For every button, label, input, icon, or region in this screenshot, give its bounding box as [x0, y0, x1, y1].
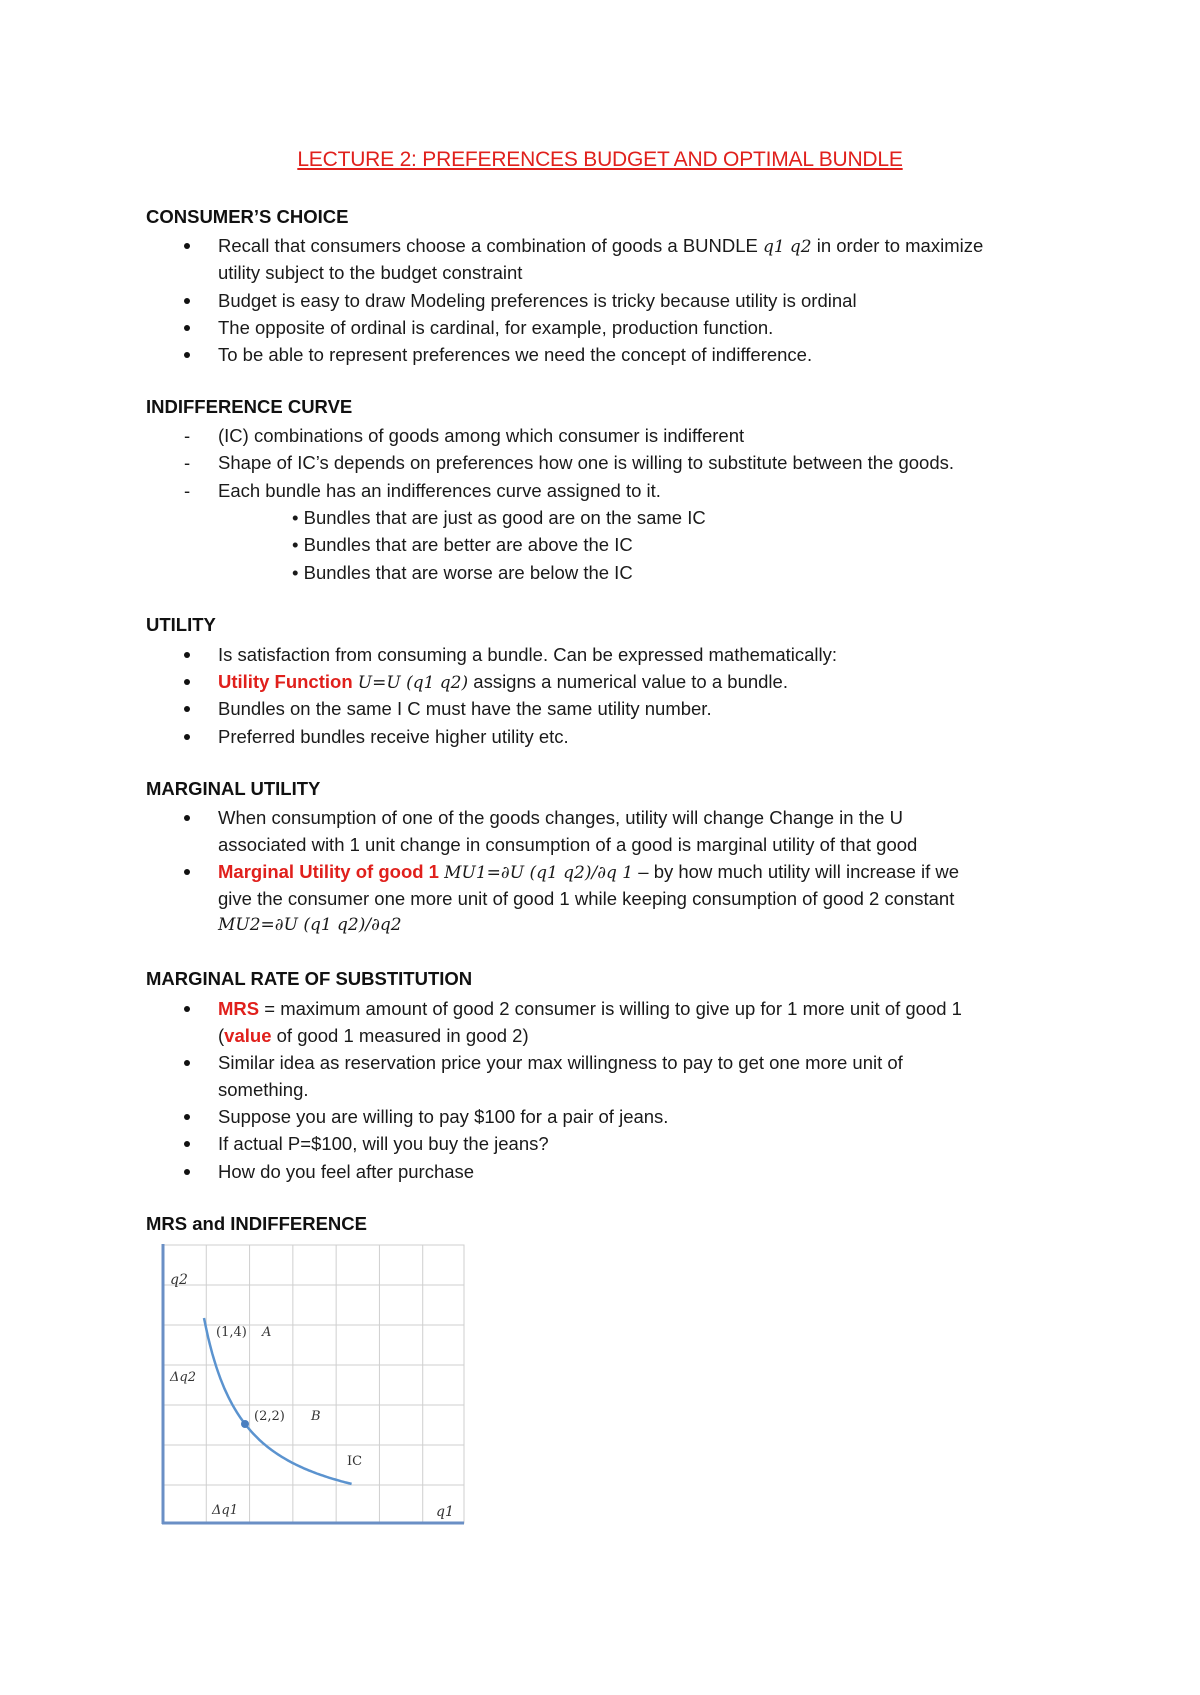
- bullet-icon: [184, 815, 190, 821]
- bullet-icon: [184, 734, 190, 740]
- point-a-coord-label: (1,4): [216, 1325, 247, 1340]
- bullet-icon: [184, 1006, 190, 1012]
- bullet-icon: [184, 243, 190, 249]
- point-b-name-label: B: [311, 1409, 321, 1424]
- bullet-icon: [184, 706, 190, 712]
- sub-list-item: • Bundles that are just as good are on the same IC: [292, 507, 706, 528]
- highlight-term: value: [224, 1025, 272, 1046]
- bullet-icon: [184, 652, 190, 658]
- bullet-icon: [184, 1114, 190, 1120]
- indifference-curve-line: [204, 1318, 352, 1484]
- bullet-icon: [184, 679, 190, 685]
- section-heading-mrs-and-indifference: MRS and INDIFFERENCE: [146, 1213, 367, 1234]
- section-heading-indifference-curve: INDIFFERENCE CURVE: [146, 396, 353, 417]
- bullet-icon: [184, 869, 190, 875]
- y-axis-label: q2: [170, 1272, 188, 1288]
- curve-label: IC: [347, 1454, 363, 1469]
- highlight-term: MRS: [218, 998, 260, 1019]
- chart-grid: [162, 1245, 464, 1524]
- bullet-icon: [184, 325, 190, 331]
- sub-list-item: • Bundles that are worse are below the IC: [292, 562, 633, 583]
- section-heading-mrs: MARGINAL RATE OF SUBSTITUTION: [146, 968, 473, 989]
- delta-q1-label: Δq1: [212, 1503, 238, 1518]
- delta-q2-label: Δq2: [170, 1370, 196, 1385]
- math-expression: 𝑀𝑈2=∂𝑈 (𝑞1 𝑞2)/∂𝑞2: [218, 915, 402, 935]
- bundle-b-point: [241, 1420, 249, 1428]
- bullet-icon: [184, 1060, 190, 1066]
- section-heading-utility: UTILITY: [146, 614, 216, 635]
- math-expression: 𝑈=𝑈 (𝑞1 𝑞2): [357, 673, 469, 693]
- point-a-name-label: A: [262, 1325, 272, 1340]
- highlight-term: Utility Function: [218, 671, 353, 692]
- section-heading-marginal-utility: MARGINAL UTILITY: [146, 778, 321, 799]
- bullet-icon: [184, 1141, 190, 1147]
- bullet-icon: [184, 1169, 190, 1175]
- page-title: LECTURE 2: PREFERENCES BUDGET AND OPTIMAL BUNDLE: [297, 148, 903, 171]
- bullet-icon: [184, 352, 190, 358]
- x-axis-label: q1: [436, 1504, 454, 1520]
- bullet-icon: [184, 298, 190, 304]
- highlight-term: Marginal Utility of good 1: [218, 861, 439, 882]
- document-page: LECTURE 2: PREFERENCES BUDGET AND OPTIMAL BUNDLE CONSUMER’S CHOICE Recall that consumers choose a combination of goods a BUNDLE 𝑞1 𝑞2 in order to maximize utility subject to the budget constraint Budget is easy to draw Modeling preferences is tricky because utility is ordinal The opposite of ordinal is cardinal, for example, production function. To be able to represent preferences we need the concept of indifference. INDIFFERENCE CURVE - (IC) combinations of goods among which consumer is indifferent - Shape of IC’s depends on preferences how one is willing to substitute between the goods. - Each bundle has an indifferences curve assigned to it. • Bundles that are just as good are on the same IC • Bundles that are better are above the IC • Bundles that are worse are below the IC UTILITY Is satisfaction from consuming a bundle. Can be expressed mathematically: Utility Function 𝑈=𝑈 (𝑞1 𝑞2) assigns a numerical value to a bundle. Bundles on the same I C must have the same utility number. Preferred bundles receive higher utility etc. MARGINAL UTILITY When consumption of one of the goods changes, utility will change Change in the U associated with 1 unit change in consumption of a good is marginal utility of that good Marginal Utility of good 1 𝑀𝑈1=∂𝑈 (𝑞1 𝑞2)/∂q 1 – by how much utility will increase if we give the consumer one more unit of good 1 while keeping consumption of good 2 constant 𝑀𝑈2=∂𝑈 (𝑞1 𝑞2)/∂𝑞2 MARGINAL RATE OF SUBSTITUTION MRS = maximum amount of good 2 consumer is willing to give up for 1 more unit of good 1 (value of good 1 measured in good 2) Similar idea as reservation price your max willingness to pay to get one more unit of something. Suppose you are willing to pay $100 for a pair of jeans. If actual P=$100, will you buy the jeans? How do you feel after purchase MRS and INDIFFERENCE q2 q1 Δq2 Δq1 (1,4) A (2,2) B IC: [0, 0, 1200, 1695]
- sub-list-item: • Bundles that are better are above the IC: [292, 534, 633, 555]
- math-expression: 𝑀𝑈1=∂𝑈 (𝑞1 𝑞2)/∂q 1: [444, 863, 634, 883]
- section-heading-consumers-choice: CONSUMER’S CHOICE: [146, 206, 349, 227]
- point-b-coord-label: (2,2): [254, 1409, 285, 1424]
- indifference-curve-chart: [160, 1244, 465, 1527]
- chart-border: [162, 1245, 464, 1523]
